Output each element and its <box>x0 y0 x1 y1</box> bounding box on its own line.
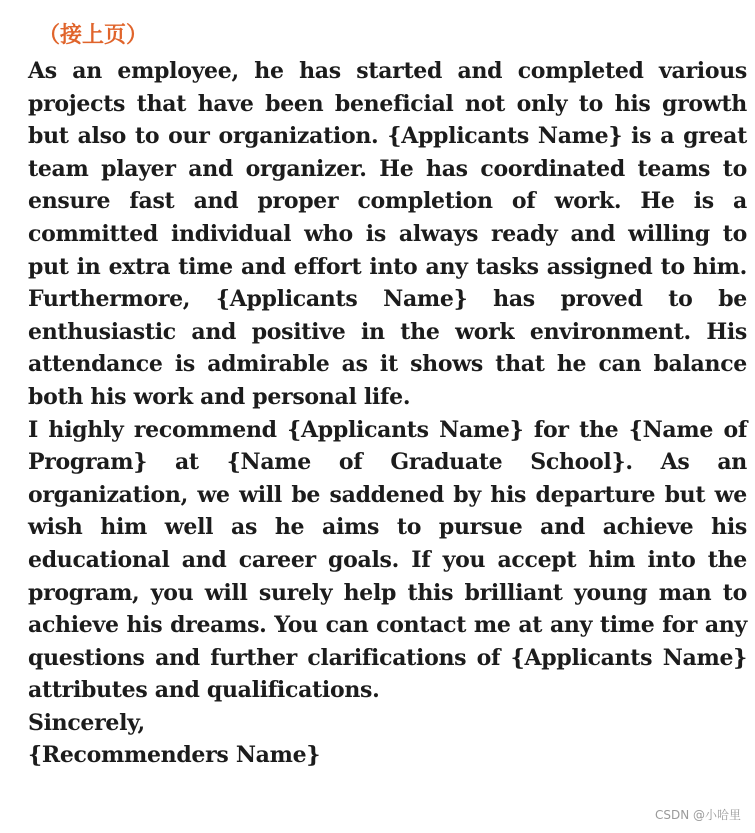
letter-closing: Sincerely, <box>28 709 145 736</box>
letter-body <box>28 55 747 772</box>
csdn-watermark: CSDN @小哈里 <box>654 808 741 822</box>
paragraph-employee-performance: As an employee, he has started and completed various projects that have been beneficial not only to his growth but also to our organization. {Applicants Name} is a great team player and organizer. He has coordinated teams to ensure fast and proper completion of work. He is a committed individual who is always ready and willing to put in extra time and effort into any tasks assigned to him. Furthermore, {Applicants Name} has proved to be enthusiastic and positive in the work environment. His attendance is admirable as it shows that he can balance both his work and personal life. <box>28 58 747 410</box>
paragraph-recommendation: I highly recommend {Applicants Name} for the {Name of Program} at {Name of Graduate School}. As an organization, we will be saddened by his departure but we wish him well as he aims to pursue and achieve his educational and career goals. If you accept him into the program, you will surely help this brilliant young man to achieve his dreams. You can contact me at any time for any questions and further clarifications of {Applicants Name} attributes and qualifications. <box>28 416 747 704</box>
continued-from-previous-page-label: （接上页） <box>38 22 149 48</box>
letter-signature: {Recommenders Name} <box>28 742 321 769</box>
